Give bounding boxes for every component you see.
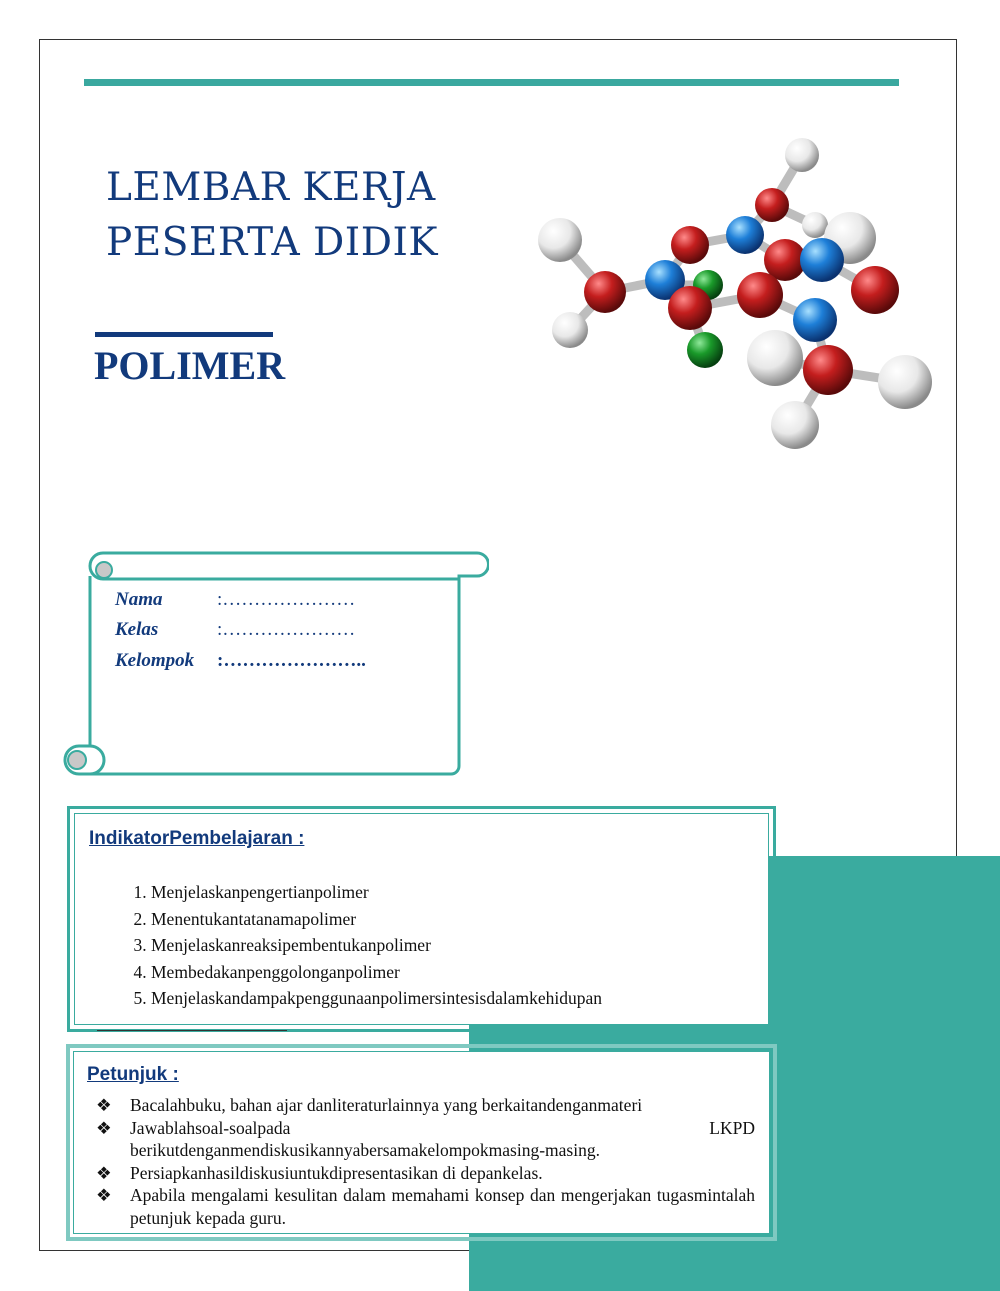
indikator-list bbox=[115, 879, 602, 1012]
identity-field-nama bbox=[115, 589, 355, 611]
list-item bbox=[96, 1117, 755, 1162]
instruction-text: Persiapkanhasildiskusiuntukdipresentasikan di depankelas. bbox=[130, 1162, 543, 1183]
indikator-box bbox=[67, 806, 776, 1032]
field-blank[interactable]: :………………… bbox=[217, 589, 356, 610]
molecule-illustration bbox=[530, 120, 950, 470]
worksheet-title bbox=[106, 160, 438, 270]
list-item bbox=[96, 1184, 755, 1229]
petunjuk-list bbox=[96, 1094, 755, 1229]
bullet-icon: ❖ bbox=[96, 1117, 112, 1138]
field-label: Kelas bbox=[115, 619, 159, 640]
bullet-icon: ❖ bbox=[96, 1162, 112, 1183]
identity-field-kelas bbox=[115, 619, 355, 641]
instruction-text: Apabila mengalami kesulitan dalam memahami konsep dan mengerjakan tugasmintalah petunjuk kepada guru. bbox=[130, 1185, 755, 1228]
list-item bbox=[96, 1162, 755, 1185]
title-line-1: LEMBAR KERJA bbox=[106, 165, 436, 210]
indikator-heading: IndikatorPembelajaran : bbox=[89, 828, 305, 849]
topic-rule bbox=[95, 332, 273, 337]
indikator-box-inner bbox=[74, 813, 769, 1025]
list-item: 4. Membedakanpenggolonganpolimer bbox=[151, 959, 602, 986]
instruction-text: Jawablahsoal-soalpada bbox=[130, 1117, 291, 1138]
petunjuk-heading: Petunjuk : bbox=[87, 1064, 179, 1085]
separator-rule bbox=[97, 1030, 287, 1031]
petunjuk-box-inner bbox=[73, 1051, 770, 1234]
list-item: 1. Menjelaskanpengertianpolimer bbox=[151, 879, 602, 906]
top-accent-line bbox=[84, 79, 899, 86]
title-line-2: PESERTA DIDIK bbox=[106, 220, 439, 265]
bullet-icon: ❖ bbox=[96, 1095, 112, 1115]
list-item: 5. Menjelaskandampakpenggunaanpolimersintesisdalamkehidupan bbox=[151, 985, 602, 1012]
identity-field-kelompok bbox=[115, 650, 366, 672]
field-label: Nama bbox=[115, 589, 163, 610]
list-item: 3. Menjelaskanreaksipembentukanpolimer bbox=[151, 932, 602, 959]
instruction-text: berikutdenganmendiskusikannyabersamakelompokmasing-masing. bbox=[130, 1140, 600, 1160]
list-item bbox=[96, 1094, 755, 1117]
field-label: Kelompok bbox=[115, 650, 195, 671]
bullet-icon: ❖ bbox=[96, 1185, 112, 1205]
field-blank[interactable]: :………………… bbox=[217, 619, 356, 640]
field-blank[interactable]: :………………….. bbox=[217, 650, 366, 671]
instruction-text: LKPD bbox=[709, 1117, 755, 1138]
instruction-text: Bacalahbuku, bahan ajar danliteraturlainnya yang berkaitandenganmateri bbox=[130, 1095, 643, 1115]
petunjuk-box bbox=[66, 1044, 777, 1241]
list-item: 2. Menentukantatanamapolimer bbox=[151, 906, 602, 933]
topic-title: POLIMER bbox=[94, 343, 286, 388]
